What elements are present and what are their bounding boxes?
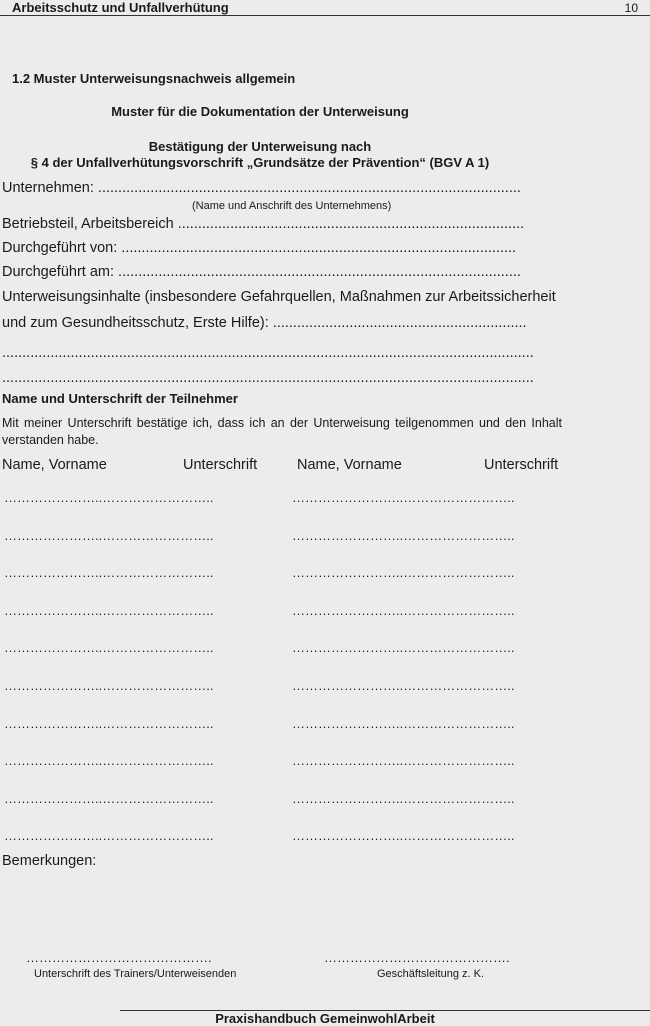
section-title: 1.2 Muster Unterweisungsnachweis allgemein xyxy=(12,71,296,86)
conducted-on-field: Durchgeführt am: .................................................................................................... xyxy=(2,264,521,280)
col-signature-left: Unterschrift xyxy=(183,457,258,473)
company-field: Unternehmen: ......................................................................................................... xyxy=(2,180,521,196)
conducted-by-field: Durchgeführt von: .................................................................................................. xyxy=(2,240,517,256)
participant-name-signature-left: …………………..…………………….. xyxy=(4,603,214,618)
participant-name-signature-left: …………………..…………………….. xyxy=(4,528,214,543)
header-title: Arbeitsschutz und Unfallverhütung xyxy=(12,0,229,15)
contents-blank-line-1: .................................................................................................................................... xyxy=(2,345,534,361)
participants-statement: Mit meiner Unterschrift bestätige ich, dass ich an der Unterweisung teilgenommen und den Inhalt verstanden habe. xyxy=(2,416,562,447)
trainer-signature-label: Unterschrift des Trainers/Unterweisenden xyxy=(34,968,237,980)
participant-name-signature-left: …………………..…………………….. xyxy=(4,828,214,843)
participant-name-signature-left: …………………..…………………….. xyxy=(4,753,214,768)
participant-name-signature-left: …………………..…………………….. xyxy=(4,640,214,655)
participant-name-signature-right: ……………………..…………………….. xyxy=(292,490,515,505)
participant-name-signature-right: ……………………..…………………….. xyxy=(292,716,515,731)
participants-heading: Name und Unterschrift der Teilnehmer xyxy=(2,391,238,406)
document-subtitle: Muster für die Dokumentation der Unterweisung xyxy=(111,104,409,119)
participant-name-signature-right: ……………………..…………………….. xyxy=(292,603,515,618)
col-name-left: Name, Vorname xyxy=(2,457,107,473)
confirmation-line-2: § 4 der Unfallverhütungsvorschrift „Grundsätze der Prävention“ (BGV A 1) xyxy=(30,155,490,170)
col-name-right: Name, Vorname xyxy=(297,457,402,473)
participant-name-signature-right: ……………………..…………………….. xyxy=(292,528,515,543)
management-signature-label: Geschäftsleitung z. K. xyxy=(377,968,484,980)
participant-name-signature-right: ……………………..…………………….. xyxy=(292,640,515,655)
participant-name-signature-left: …………………..…………………….. xyxy=(4,678,214,693)
participant-name-signature-right: ……………………..…………………….. xyxy=(292,791,515,806)
remarks-label: Bemerkungen: xyxy=(2,853,97,869)
trainer-signature-line: ……………………………………. xyxy=(26,950,212,965)
page-number: 10 xyxy=(624,1,638,15)
participant-name-signature-left: …………………..…………………….. xyxy=(4,716,214,731)
contents-blank-line-2: .................................................................................................................................... xyxy=(2,370,534,386)
participant-name-signature-left: …………………..…………………….. xyxy=(4,490,214,505)
footer-title: Praxishandbuch GemeinwohlArbeit xyxy=(215,1011,435,1026)
col-signature-right: Unterschrift xyxy=(484,457,559,473)
contents-line-1: Unterweisungsinhalte (insbesondere Gefahrquellen, Maßnahmen zur Arbeitssicherheit xyxy=(2,289,556,305)
participant-name-signature-right: ……………………..…………………….. xyxy=(292,565,515,580)
participant-name-signature-right: ……………………..…………………….. xyxy=(292,678,515,693)
participant-name-signature-right: ……………………..…………………….. xyxy=(292,828,515,843)
participant-name-signature-left: …………………..…………………….. xyxy=(4,791,214,806)
confirmation-line-1: Bestätigung der Unterweisung nach xyxy=(148,139,372,154)
company-field-hint: (Name und Anschrift des Unternehmens) xyxy=(192,200,392,212)
contents-line-2: und zum Gesundheitsschutz, Erste Hilfe): ............................................................... xyxy=(2,315,527,331)
header-divider xyxy=(0,15,650,16)
department-field: Betriebsteil, Arbeitsbereich ...................................................................................... xyxy=(2,216,525,232)
participant-name-signature-left: …………………..…………………….. xyxy=(4,565,214,580)
management-signature-line: ……………………………………. xyxy=(324,950,510,965)
participant-name-signature-right: ……………………..…………………….. xyxy=(292,753,515,768)
